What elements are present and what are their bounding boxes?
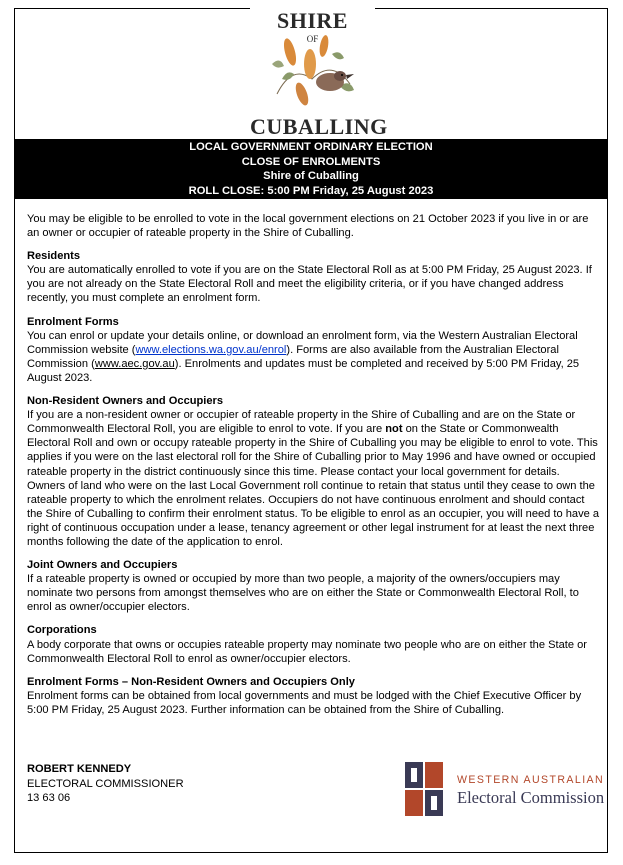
residents-section <box>27 249 601 305</box>
enrolment-forms-text-3: ). Enrolments and updates must be completed and received by 5:00 PM Friday, 25 August 2023. <box>27 357 580 384</box>
banner-line-election: LOCAL GOVERNMENT ORDINARY ELECTION <box>189 141 433 153</box>
waec-logo <box>405 762 605 822</box>
title-banner <box>14 139 608 199</box>
nonres-forms-section <box>27 675 601 717</box>
aec-link[interactable]: www.aec.gov.au <box>94 357 175 370</box>
banner-line-shire: Shire of Cuballing <box>263 170 359 182</box>
logo-of-text: OF <box>306 34 319 44</box>
enrolment-forms-text-1: You can enrol or update your details online, or download an enrolment form, via the Western Australian Electoral Commission website ( <box>27 329 578 356</box>
residents-heading: Residents <box>27 250 81 263</box>
banner-line-roll-close: ROLL CLOSE: 5:00 PM Friday, 25 August 2023 <box>188 184 434 197</box>
notice-body <box>27 212 601 717</box>
enrolment-forms-heading: Enrolment Forms <box>27 315 119 328</box>
waec-line-2: Electoral Commission <box>457 788 605 807</box>
enrolment-forms-section <box>27 315 601 385</box>
non-resident-text-1: If you are a non-resident owner or occupier of rateable property in the Shire of Cuballing and are on the State or Commonwealth Electoral Roll, you are eligible to enrol to vote. If you are <box>27 409 576 436</box>
shire-logo <box>250 2 388 139</box>
joint-owners-section <box>27 558 601 614</box>
commissioner-name: ROBERT KENNEDY <box>27 763 132 775</box>
waec-line-1: WESTERN AUSTRALIAN <box>457 774 605 786</box>
logo-cuballing-text: CUBALLING <box>250 114 388 139</box>
corporations-section <box>27 623 601 665</box>
non-resident-emphasis: not <box>385 423 403 436</box>
commissioner-title: ELECTORAL COMMISSIONER <box>27 777 184 790</box>
non-resident-heading: Non-Resident Owners and Occupiers <box>27 395 224 408</box>
enrolment-forms-text-2: ). Forms are also available from the Australian Electoral Commission ( <box>27 343 559 370</box>
joint-owners-text: If a rateable property is owned or occupied by more than two people, a majority of the owners/occupiers may nominate two persons from amongst themselves who are on either the State or Commonwealth Electoral Roll, to enrol as owner/occupier electors. <box>27 573 579 614</box>
banner-line-close: CLOSE OF ENROLMENTS <box>241 155 381 168</box>
intro-paragraph: You may be eligible to be enrolled to vote in the local government elections on 21 October 2023 if you live in or are an owner or occupier of rateable property in the Shire of Cuballing. <box>27 213 589 240</box>
waec-emblem-icon <box>405 762 445 818</box>
corporations-heading: Corporations <box>27 624 97 637</box>
contact-phone: 13 63 06 <box>27 792 71 805</box>
enrolment-forms-text <box>27 329 601 385</box>
residents-text: You are automatically enrolled to vote if you are on the State Electoral Roll as at 5:00 PM Friday, 25 August 2023. If you are not already on the State Electoral Roll and meet the eligibility criteria, or if you have changed address recently, you must complete an enrolment form. <box>27 264 592 305</box>
joint-owners-heading: Joint Owners and Occupiers <box>27 559 178 572</box>
non-resident-section <box>27 394 601 549</box>
non-resident-text-2: on the State or Commonwealth Electoral Roll and own or occupy rateable property in the Shire of Cuballing you may be eligible to enrol to vote. This applies if you were on the last electoral roll for the Shire of Cuballing prior to May 1996 and have owned or occupied rateable property in the district continuously since this time. Please contact your local government for details. Owners of land who were on the last Local Government roll continue to retain that status until they cease to own the rateable property to which the enrolment relates. Occupiers do not have continuous enrolment and should contact the Shire of Cuballing to confirm their enrolment status. To be eligible to enrol as an occupier, you will need to have a right of continuous occupation under a lease, tenancy agreement or other legal instrument for at least the next three months following the date of the application to enrol. <box>27 423 600 548</box>
nonres-forms-text: Enrolment forms can be obtained from local governments and must be lodged with the Chief Executive Officer by 5:00 PM Friday, 25 August 2023. Further information can be obtained from the Shire of Cuballing. <box>27 689 582 716</box>
signature-block <box>27 762 184 806</box>
corporations-text: A body corporate that owns or occupies rateable property may nominate two people who are on either the State or Commonwealth Electoral Roll to enrol as owner/occupier electors. <box>27 638 587 665</box>
logo-shire-text: SHIRE <box>277 8 348 33</box>
banksia-bird-illustration <box>262 24 362 114</box>
non-resident-text <box>27 408 601 549</box>
nonres-forms-heading: Enrolment Forms – Non-Resident Owners and Occupiers Only <box>27 675 355 688</box>
waec-enrol-link[interactable]: www.elections.wa.gov.au/enrol <box>135 343 287 356</box>
